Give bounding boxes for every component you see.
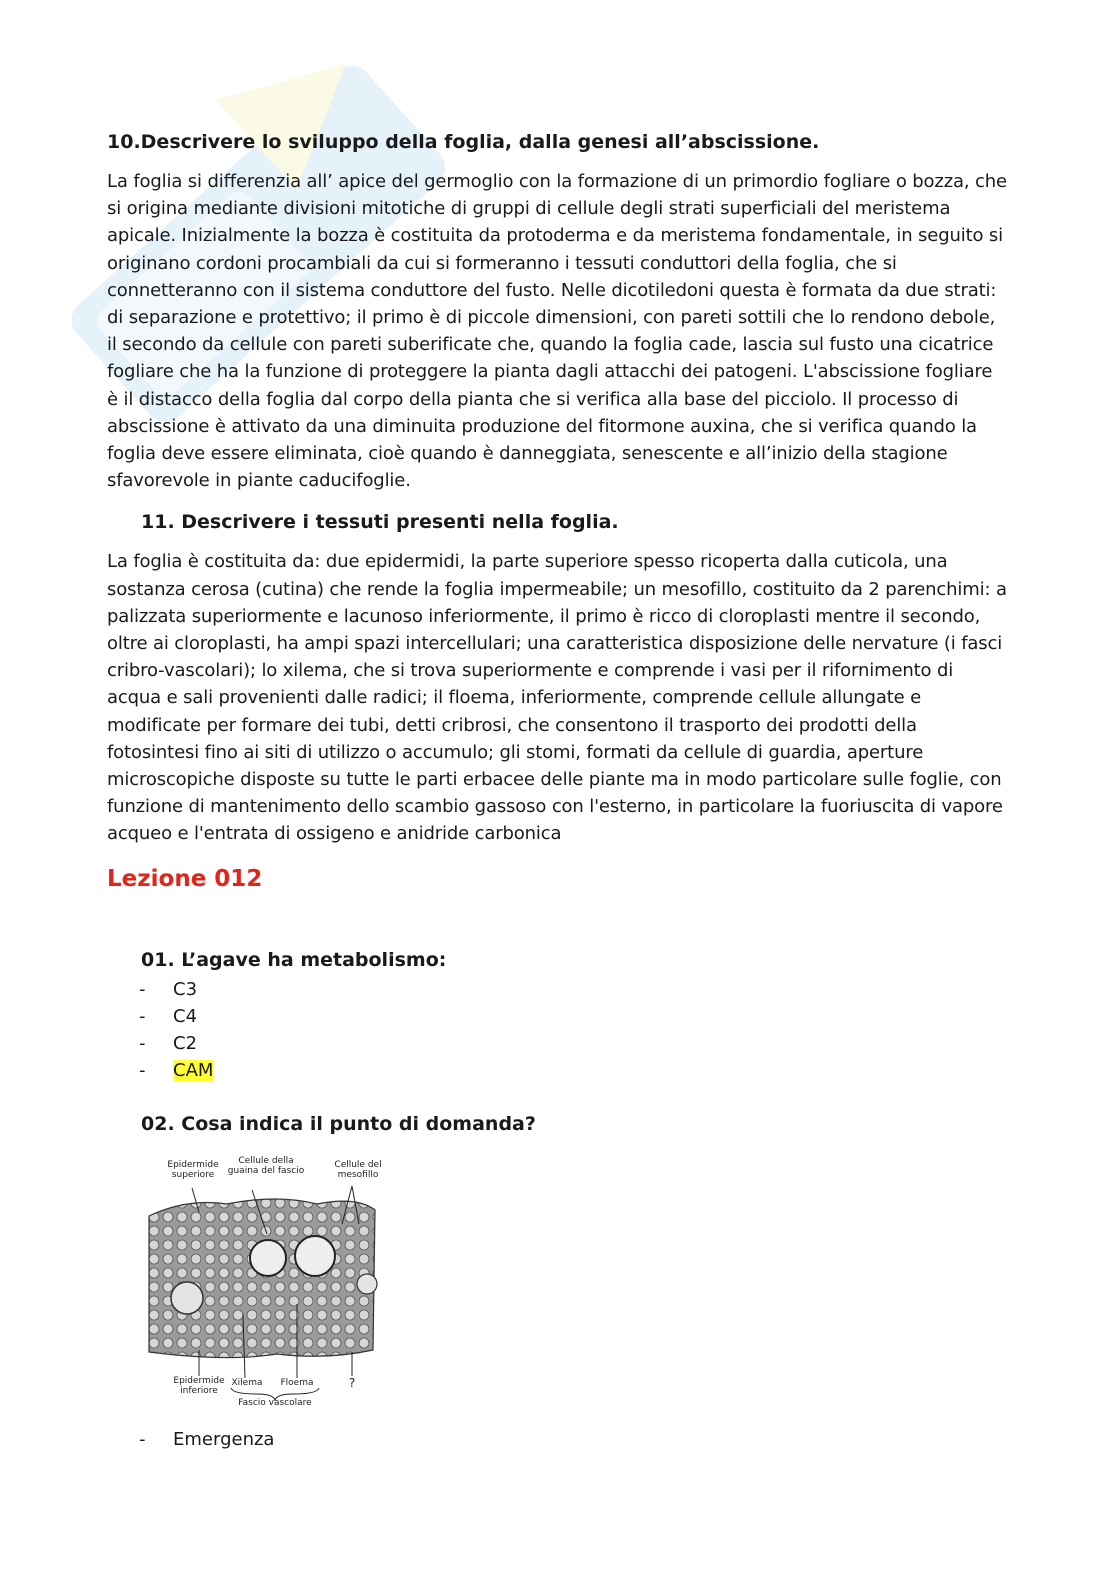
question-02-options [107,1426,1007,1453]
leaf-cross-section-figure [147,1154,407,1412]
label-floema: Floema [280,1378,314,1389]
label-cellule-guaina: Cellule della guaina del fascio [227,1156,305,1177]
label-question-mark: ? [348,1376,356,1391]
option-c3: - C3 [139,978,198,1000]
label-epidermide-superiore: Epidermide superiore [167,1160,219,1181]
document-page [107,128,1007,1454]
option-cam-correct: - CAM [139,1060,214,1082]
option-emergenza: - Emergenza [139,1429,275,1451]
lesson-title: Lezione 012 [107,865,263,892]
question-11-heading: 11. Descrivere i tessuti presenti nella foglia. [141,511,619,534]
question-01-heading: 01. L’agave ha metabolismo: [141,948,447,971]
label-cellule-mesofillo: Cellule del mesofillo [334,1160,382,1181]
option-c4: - C4 [139,1005,198,1027]
label-epidermide-inferiore: Epidermide inferiore [173,1376,225,1397]
option-c2: - C2 [139,1033,198,1055]
question-02-heading: 02. Cosa indica il punto di domanda? [141,1113,536,1136]
label-xilema: Xilema [231,1378,263,1389]
highlighted-answer: CAM [173,1060,214,1082]
question-01-options [107,976,1007,1085]
label-fascio-vascolare: Fascio vascolare [238,1398,312,1409]
question-10-answer: La foglia si differenzia all’ apice del germoglio con la formazione di un primordio fogliare o bozza, che si origina mediante divisioni mitotiche di gruppi di cellule degli strati superficiali del meristema apicale. Inizialmente la bozza è costituita da protoderma e da meristema fondamentale, in seguito si originano cordoni procambiali da cui si formeranno i tessuti conduttori della foglia, che si connetteranno con il sistema conduttore del fusto. Nelle dicotiledoni questa è formata da due strati: di separazione e protettivo; il primo è di piccole dimensioni, con pareti sottili che lo rendono debole, il secondo da cellule con pareti suberificate che, quando la foglia cade, lascia sul fusto una cicatrice fogliare che ha la funzione di proteggere la pianta dagli attacchi dei patogeni. L'abscissione fogliare è il distacco della foglia dal corpo della pianta che si verifica alla base del picciolo. Il processo di abscissione è attivato da una diminuita produzione del fitormone auxina, che si verifica quando la foglia deve essere eliminata, cioè quando è danneggiata, senescente e all’inizio della stagione sfavorevole in piante caducifoglie. [107,171,1007,492]
question-11-answer: La foglia è costituita da: due epidermidi, la parte superiore spesso ricoperta dalla cuticola, una sostanza cerosa (cutina) che rende la foglia impermeabile; un mesofillo, costituito da 2 parenchimi: a palizzata superiormente e lacunoso inferiormente, il primo è ricco di cloroplasti mentre il secondo, oltre ai cloroplasti, ha ampi spazi intercellulari; una caratteristica disposizione delle nervature (i fasci cribro-vascolari); lo xilema, che si trova superiormente e comprende i vasi per il rifornimento di acqua e sali provenienti dalle radici; il floema, inferiormente, comprende cellule allungate e modificate per formare dei tubi, detti cribrosi, che consentono il trasporto dei prodotti della fotosintesi fino ai siti di utilizzo o accumulo; gli stomi, formati da cellule di guardia, aperture microscopiche disposte su tutte le parti erbacee delle piante ma in modo particolare sulle foglie, con funzione di mantenimento dello scambio gassoso con l'esterno, in particolare la fuoriuscita di vapore acqueo e l'entrata di ossigeno e anidride carbonica [107,551,1007,845]
leaf-section-drawing [147,1154,407,1412]
question-10-heading: 10.Descrivere lo sviluppo della foglia, dalla genesi all’abscissione. [107,131,820,153]
